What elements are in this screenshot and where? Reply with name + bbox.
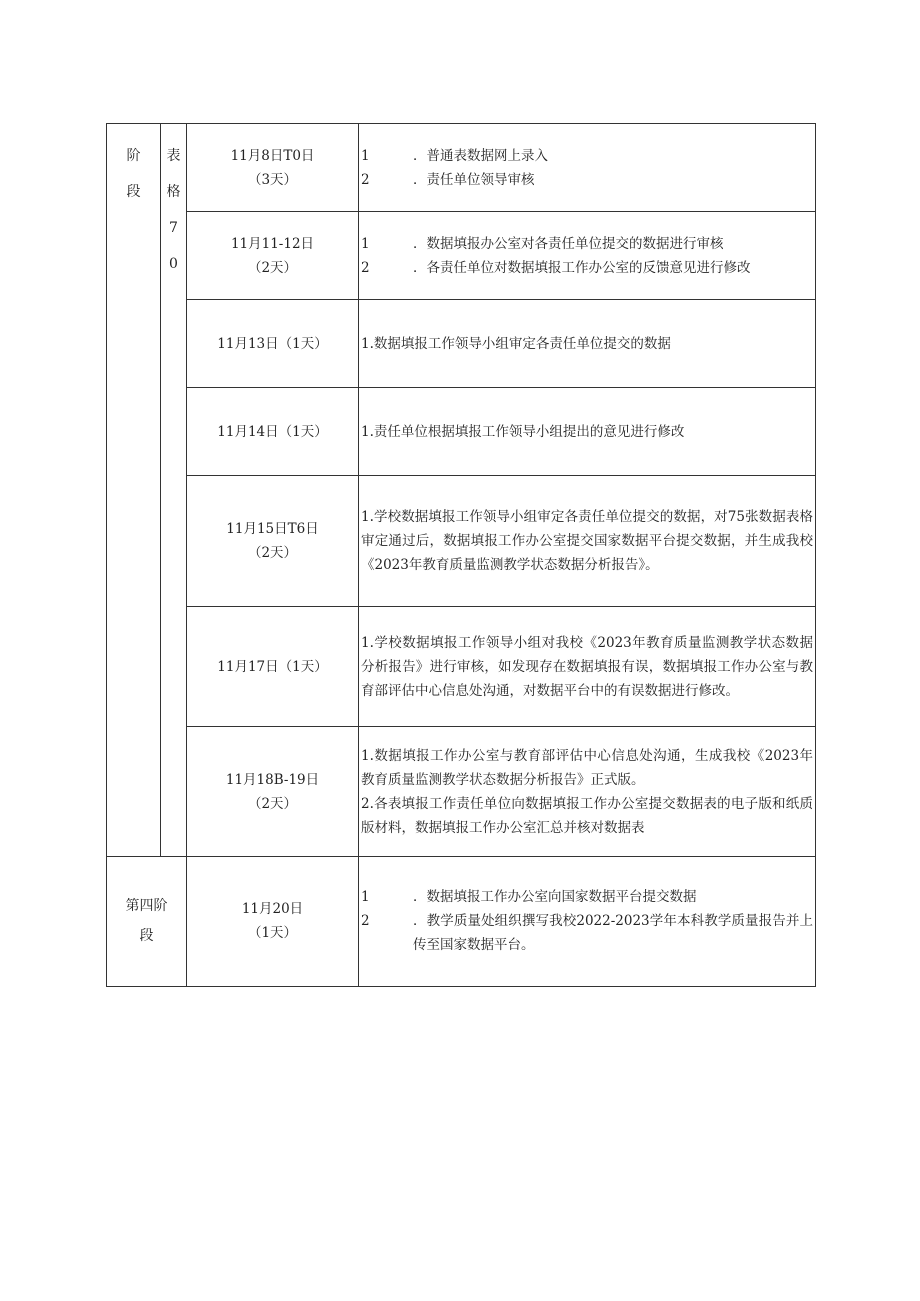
task-cell: [359, 857, 816, 987]
task-paragraph: 2.各表填报工作责任单位向数据填报工作办公室提交数据表的电子版和纸质版材料，数据填报工作办公室汇总并核对数据表: [361, 795, 813, 836]
task-cell: [359, 212, 816, 300]
table-row: [107, 476, 816, 607]
task-item: 1 ．普通表数据网上录入: [361, 147, 548, 164]
table-row: [107, 300, 816, 388]
duration-text: （1天）: [247, 925, 298, 941]
table-row: [107, 388, 816, 476]
table-row: [107, 727, 816, 857]
date-cell: [187, 476, 359, 607]
task-paragraph: 1.数据填报工作办公室与教育部评估中心信息处沟通，生成我校《2023年教育质量监测教学状态数据分析报告》正式版。: [361, 747, 813, 788]
task-paragraph: 1.学校数据填报工作领导小组审定各责任单位提交的数据，对75张数据表格审定通过后，数据填报工作办公室提交国家数据平台提交数据，并生成我校《2023年教育质量监测教学状态数据分析报告》。: [361, 509, 813, 573]
date-cell: [187, 212, 359, 300]
table-row: [107, 212, 816, 300]
date-cell: [187, 857, 359, 987]
table-row: [107, 857, 816, 987]
date-text: 11月17日（1天）: [217, 658, 328, 675]
sub-char: 0: [169, 256, 178, 272]
duration-text: （2天）: [247, 795, 298, 812]
stage-char: 段: [126, 184, 141, 200]
table-row: [107, 607, 816, 727]
stage-four-line: 第四阶: [125, 898, 168, 914]
task-item: 2 ．教学质量处组织撰写我校2022-2023学年本科教学质量报告并上传至国家数据平台。: [361, 913, 813, 953]
task-cell: [359, 388, 816, 476]
sub-char: 表: [166, 148, 181, 164]
task-item: 1 ．数据填报办公室对各责任单位提交的数据进行审核: [361, 235, 724, 252]
stage-four-line: 段: [139, 928, 154, 944]
task-cell: [359, 607, 816, 727]
stage-four-label: [107, 857, 187, 987]
duration-text: （2天）: [247, 545, 298, 561]
task-paragraph: 1.责任单位根据填报工作领导小组提出的意见进行修改: [361, 423, 685, 440]
date-text: 11月8日T0日: [230, 147, 315, 164]
date-text: 11月20日: [241, 901, 304, 917]
date-text: 11月11-12日: [230, 235, 315, 252]
task-paragraph: 1.学校数据填报工作领导小组对我校《2023年教育质量监测教学状态数据分析报告》进行审核，如发现存在数据填报有误，数据填报工作办公室与教育部评估中心信息处沟通，对数据平台中的有误数据进行修改。: [361, 634, 813, 699]
schedule-table: [106, 123, 816, 987]
date-text: 11月15日T6日: [226, 521, 319, 537]
date-text: 11月13日（1天）: [217, 335, 328, 352]
date-cell: [187, 388, 359, 476]
date-cell: [187, 607, 359, 727]
duration-text: （2天）: [247, 259, 298, 276]
sub-char: 7: [169, 220, 178, 236]
task-cell: [359, 727, 816, 857]
date-text: 11月14日（1天）: [217, 423, 328, 440]
sub-char: 格: [166, 184, 181, 200]
sub-label-table-70: [161, 124, 187, 857]
task-cell: [359, 476, 816, 607]
date-cell: [187, 727, 359, 857]
task-cell: [359, 124, 816, 212]
table-row: [107, 124, 816, 212]
task-item: 2 ．各责任单位对数据填报工作办公室的反馈意见进行修改: [361, 259, 751, 276]
stage-char: 阶: [126, 148, 141, 164]
task-item: 1 ．数据填报工作办公室向国家数据平台提交数据: [361, 889, 697, 905]
duration-text: （3天）: [247, 171, 298, 188]
date-cell: [187, 124, 359, 212]
task-cell: [359, 300, 816, 388]
task-paragraph: 1.数据填报工作领导小组审定各责任单位提交的数据: [361, 335, 671, 352]
stage-three-label: [107, 124, 161, 857]
date-cell: [187, 300, 359, 388]
date-text: 11月18B-19日: [225, 771, 320, 788]
task-item: 2 ．责任单位领导审核: [361, 171, 535, 188]
